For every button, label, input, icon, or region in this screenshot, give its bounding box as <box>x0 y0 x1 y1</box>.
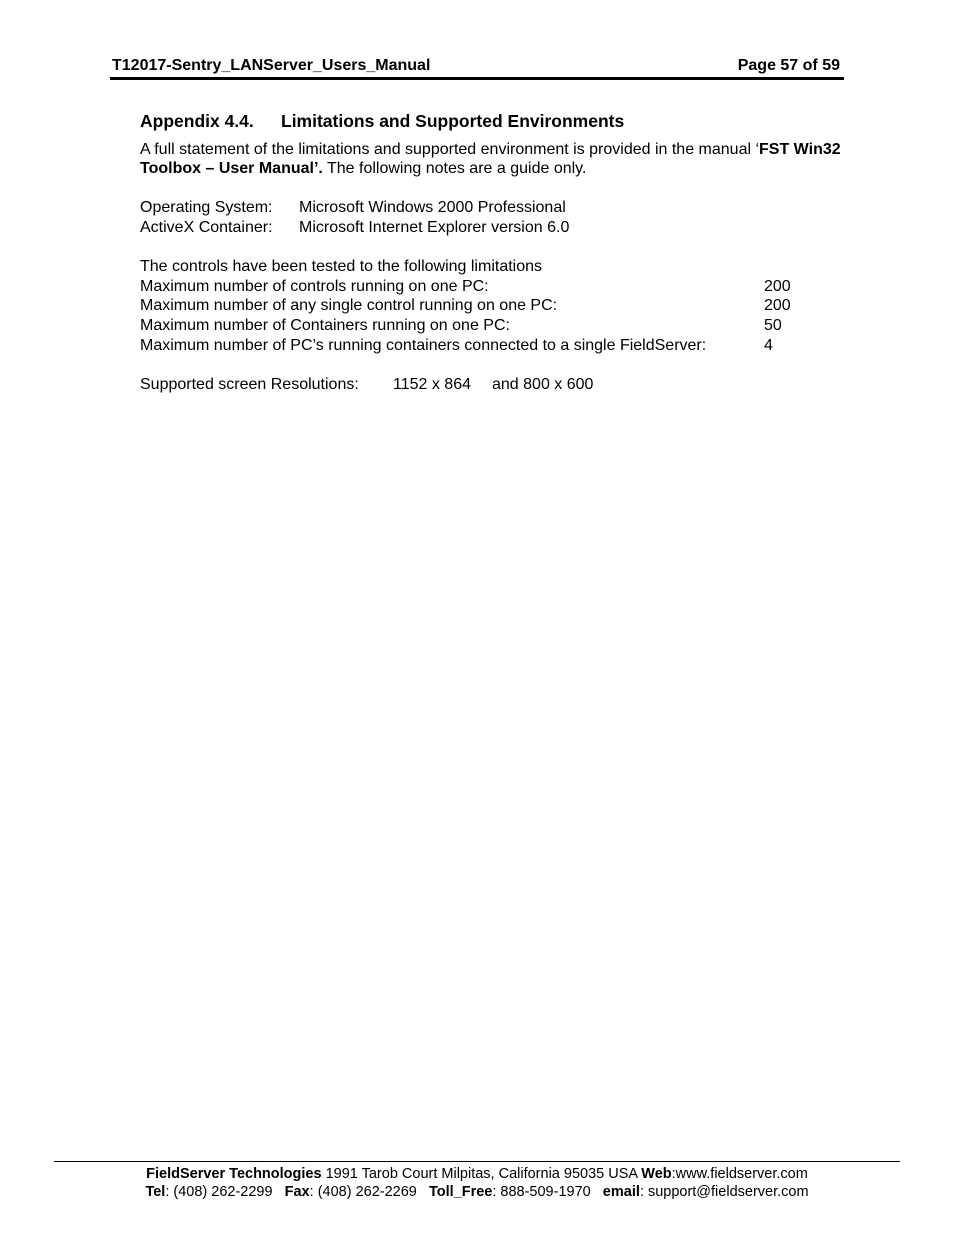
web-value: :www.fieldserver.com <box>671 1166 808 1182</box>
section-number: Appendix 4.4. <box>140 111 254 131</box>
limitation-label: Maximum number of controls running on one PC: <box>140 277 489 295</box>
web-label: Web <box>641 1166 672 1182</box>
intro-text-end: The following notes are a guide only. <box>322 160 587 178</box>
page-content <box>140 112 850 394</box>
environment-value: Microsoft Internet Explorer version 6.0 <box>299 218 570 236</box>
page-footer <box>54 1165 900 1201</box>
limitation-label: Maximum number of Containers running on one PC: <box>140 316 510 334</box>
footer-divider <box>54 1161 900 1162</box>
tel-label: Tel <box>145 1184 166 1200</box>
tollfree-label: Toll_Free <box>428 1184 493 1200</box>
intro-text-start: A full statement of the limitations and supported environment is provided in the manual ‘ <box>140 140 760 158</box>
limitation-value: 200 <box>764 297 791 315</box>
section-title: Limitations and Supported Environments <box>281 111 625 131</box>
email-label: email <box>602 1184 640 1200</box>
environment-label: Operating System: <box>140 199 273 217</box>
resolutions-label: Supported screen Resolutions: <box>140 375 359 393</box>
limitation-value: 50 <box>764 316 782 334</box>
tel-value: : (408) 262-2299 <box>165 1184 285 1200</box>
environment-row-os <box>140 198 850 218</box>
limitations-intro: The controls have been tested to the following limitations <box>140 258 543 276</box>
document-title: T12017-Sentry_LANServer_Users_Manual <box>112 57 431 74</box>
spacer <box>140 355 850 375</box>
company-name: FieldServer Technologies <box>146 1166 322 1182</box>
resolution-secondary: and 800 x 600 <box>492 375 594 393</box>
manual-reference: FST Win32 Toolbox – User Manual’. <box>140 140 841 178</box>
resolutions-row <box>140 375 850 395</box>
header-divider <box>110 77 844 80</box>
environment-value: Microsoft Windows 2000 Professional <box>299 199 566 217</box>
footer-line-contact <box>54 1183 900 1201</box>
limitation-value: 200 <box>764 277 791 295</box>
limitation-value: 4 <box>764 336 773 354</box>
environment-row-activex <box>140 218 850 238</box>
environment-label: ActiveX Container: <box>140 218 273 236</box>
page-number: Page 57 of 59 <box>737 57 840 74</box>
limitation-row <box>140 336 850 356</box>
resolution-primary: 1152 x 864 <box>393 375 471 393</box>
limitation-label: Maximum number of PC’s running containers connected to a single FieldServer: <box>140 336 707 354</box>
limitation-row <box>140 316 850 336</box>
spacer <box>140 179 850 199</box>
spacer <box>140 238 850 258</box>
email-value: : support@fieldserver.com <box>639 1184 809 1200</box>
fax-value: : (408) 262-2269 <box>309 1184 429 1200</box>
fax-label: Fax <box>284 1184 310 1200</box>
intro-paragraph <box>140 140 850 179</box>
limitation-row <box>140 296 850 316</box>
page-header <box>110 57 844 77</box>
limitation-row <box>140 277 850 297</box>
company-address: 1991 Tarob Court Milpitas, California 95035 USA <box>321 1166 642 1182</box>
section-heading <box>140 112 850 132</box>
tollfree-value: : 888-509-1970 <box>492 1184 603 1200</box>
limitation-label: Maximum number of any single control running on one PC: <box>140 297 558 315</box>
footer-line-address <box>54 1165 900 1183</box>
